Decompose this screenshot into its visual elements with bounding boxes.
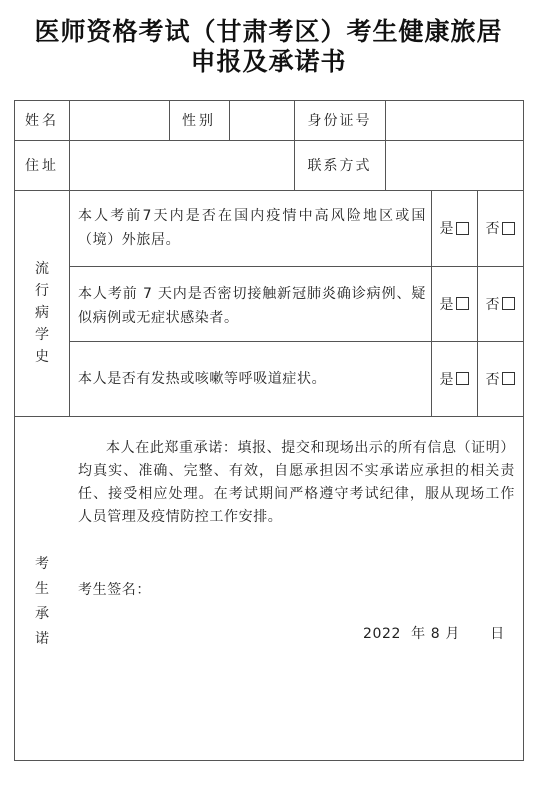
form-title-line2: 申报及承诺书	[190, 47, 347, 76]
name-label: 姓名	[25, 113, 59, 129]
pledge-text: 本人在此郑重承诺：填报、提交和现场出示的所有信息（证明）均真实、准确、完整、有效，自愿承担因不实承诺应承担的相关责任、接受相应处理。在考试期间严格遵守考试纪律，服从现场工作人员管理及疫情防控工作安排。	[78, 440, 515, 525]
yes-checkbox[interactable]: 是	[431, 266, 477, 341]
gender-field[interactable]	[230, 100, 294, 140]
gender-label: 性别	[182, 113, 216, 129]
yes-checkbox[interactable]: 是	[431, 190, 477, 266]
form-title-line1: 医师资格考试（甘肃考区）考生健康旅居	[34, 17, 503, 46]
no-checkbox[interactable]: 否	[477, 266, 523, 341]
checkbox-icon	[502, 372, 515, 385]
pledge-section-label: 考 生 承 诺	[35, 556, 49, 647]
epidemiology-section-label: 流 行 病 学 史	[35, 261, 49, 365]
id-number-field[interactable]	[386, 100, 523, 140]
yes-checkbox[interactable]: 是	[431, 341, 477, 416]
checkbox-icon	[456, 297, 469, 310]
question-text: 本人考前7天内是否在国内疫情中高风险地区或国（境）外旅居。	[78, 208, 426, 248]
address-label: 住址	[25, 158, 59, 174]
address-field[interactable]	[70, 140, 294, 190]
no-checkbox[interactable]: 否	[477, 341, 523, 416]
contact-field[interactable]	[386, 140, 523, 190]
no-checkbox[interactable]: 否	[477, 190, 523, 266]
pledge-date: 2022 年 8 月 日	[363, 626, 505, 642]
contact-label: 联系方式	[307, 158, 372, 174]
id-number-label: 身份证号	[307, 113, 372, 129]
checkbox-icon	[456, 222, 469, 235]
checkbox-icon	[456, 372, 469, 385]
signature-field[interactable]	[200, 575, 400, 605]
question-text: 本人是否有发热或咳嗽等呼吸道症状。	[78, 371, 327, 387]
name-field[interactable]	[70, 100, 169, 140]
signature-label: 考生签名：	[78, 582, 151, 598]
checkbox-icon	[502, 222, 515, 235]
checkbox-icon	[502, 297, 515, 310]
question-text: 本人考前 7 天内是否密切接触新冠肺炎确诊病例、疑似病例或无症状感染者。	[78, 286, 426, 326]
